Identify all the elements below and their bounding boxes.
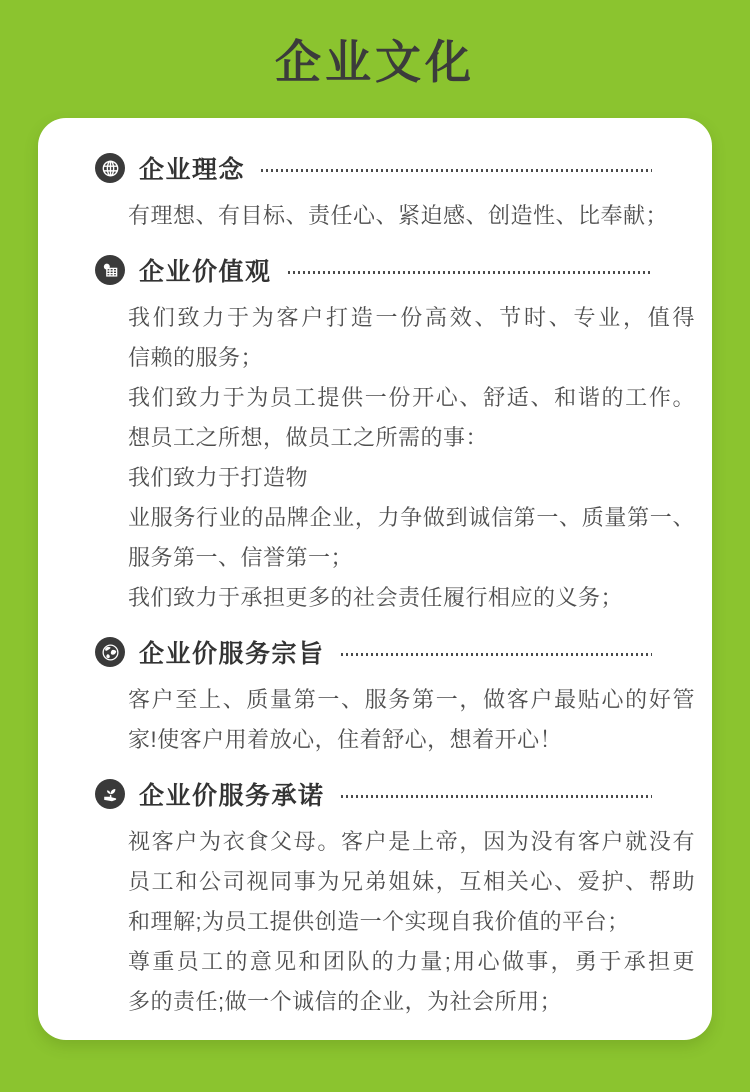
body-line: 客户至上、质量第一、服务第一，做客户最贴心的好管 <box>128 687 695 712</box>
section-header <box>95 254 692 286</box>
body-line: 服务第一、信誉第一； <box>128 545 354 570</box>
body-line: 业服务行业的品牌企业，力争做到诚信第一、质量第一、 <box>128 505 695 530</box>
section-body <box>128 298 695 618</box>
section-heading: 企业理念 <box>139 156 246 184</box>
section-heading: 企业价服务宗旨 <box>139 640 325 668</box>
globe-wireframe-icon <box>95 153 125 183</box>
dotted-divider <box>341 653 652 656</box>
earth-icon <box>95 637 125 667</box>
body-line: 我们致力于打造物 <box>128 465 309 490</box>
section-heading: 企业价服务承诺 <box>139 782 325 810</box>
body-line: 我们致力于为员工提供一份开心、舒适、和谐的工作。 <box>128 385 695 410</box>
section-body <box>128 680 695 760</box>
body-line: 有理想、有目标、责任心、紧迫感、创造性、比奉献； <box>128 203 669 228</box>
hand-sprout-icon <box>95 779 125 809</box>
dotted-divider <box>261 169 652 172</box>
body-line: 想员工之所想，做员工之所需的事： <box>128 425 489 450</box>
body-line: 我们致力于承担更多的社会责任履行相应的义务； <box>128 585 624 610</box>
body-line: 家!使客户用着放心，住着舒心，想着开心！ <box>128 727 563 752</box>
dotted-divider <box>341 795 652 798</box>
body-line: 员工和公司视同事为兄弟姐妹，互相关心、爱护、帮助 <box>128 869 695 894</box>
section-header <box>95 778 692 810</box>
section-body <box>128 822 695 1022</box>
culture-section <box>95 778 695 1022</box>
body-line: 多的责任;做一个诚信的企业，为社会所用； <box>128 989 563 1014</box>
section-heading: 企业价值观 <box>139 258 272 286</box>
section-body <box>128 196 695 236</box>
culture-section <box>95 152 692 236</box>
sections-container <box>95 152 695 1022</box>
culture-card <box>38 118 712 1040</box>
dotted-divider <box>288 271 652 274</box>
page-header <box>0 0 750 118</box>
page-title: 企业文化 <box>275 36 475 88</box>
section-header <box>95 152 692 184</box>
calendar-icon <box>95 255 125 285</box>
culture-section <box>95 254 695 618</box>
body-line: 视客户为衣食父母。客户是上帝，因为没有客户就没有 <box>128 829 695 854</box>
body-line: 和理解;为员工提供创造一个实现自我价值的平台； <box>128 909 630 934</box>
culture-section <box>95 636 695 760</box>
body-line: 我们致力于为客户打造一份高效、节时、专业，值得 <box>128 305 695 330</box>
body-line: 信赖的服务； <box>128 345 264 370</box>
body-line: 尊重员工的意见和团队的力量;用心做事，勇于承担更 <box>128 949 695 974</box>
section-header <box>95 636 692 668</box>
